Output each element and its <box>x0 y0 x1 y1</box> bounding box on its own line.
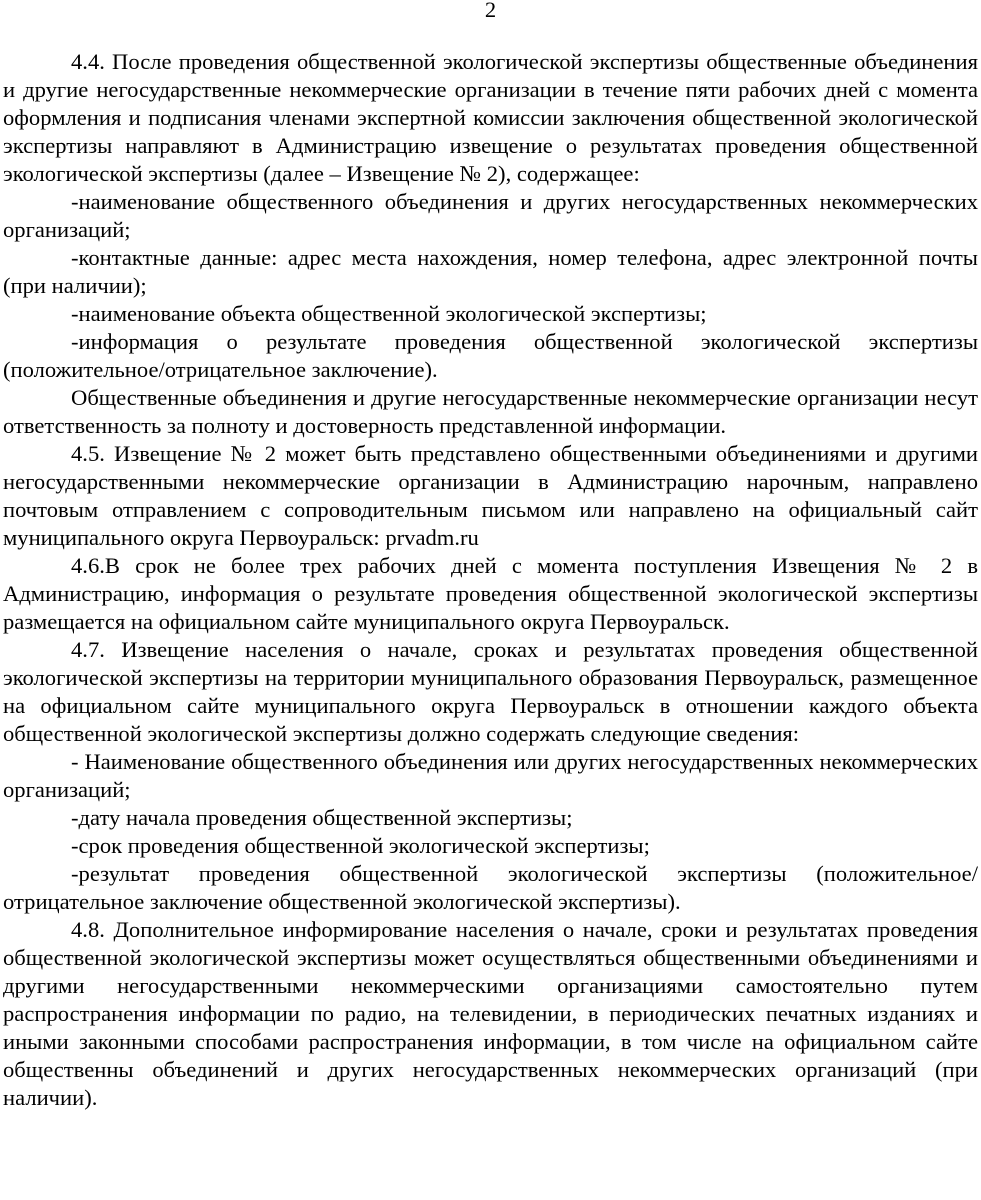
list-item-organization-name: -наименование общественного объединения и других негосударственных некоммерческих организаций; <box>3 189 978 242</box>
paragraph-4-8: 4.8. Дополнительное информирование населения о начале, сроки и результатах проведения общественной экологической экспертизы может осуществляться общественными объединениями и другими негосударственными некоммерческими организациями самостоятельно путем распространения информации по радио, на телевидении, в периодических печатных изданиях и иными законными способами распространения информации, в том числе на официальном сайте общественны объединений и других негосударственных некоммерческих организаций (при наличии). <box>3 917 978 1110</box>
list-item-object-name: -наименование объекта общественной экологической экспертизы; <box>71 301 707 326</box>
paragraph-4-6: 4.6.В срок не более трех рабочих дней с момента поступления Извещения № 2 в Администрацию, информация о результате проведения общественной экологической экспертизы размещается на официальном сайте муниципального округа Первоуральск. <box>3 553 978 634</box>
page-number: 2 <box>484 0 497 22</box>
list-item-result: -результат проведения общественной экологической экспертизы (положительное/отрицательное заключение общественной экологической экспертизы). <box>3 861 978 914</box>
list-item-result-info: -информация о результате проведения общественной экологической экспертизы (положительное/отрицательное заключение). <box>3 329 978 382</box>
list-item-contact-details: -контактные данные: адрес места нахождения, номер телефона, адрес электронной почты (при наличии); <box>3 245 978 298</box>
paragraph-4-7: 4.7. Извещение населения о начале, сроках и результатах проведения общественной экологической экспертизы на территории муниципального образования Первоуральск, размещенное на официальном сайте муниципального округа Первоуральск в отношении каждого объекта общественной экологической экспертизы должно содержать следующие сведения: <box>3 637 978 746</box>
list-item-duration: -срок проведения общественной экологической экспертизы; <box>71 833 650 858</box>
list-item-start-date: -дату начала проведения общественной экспертизы; <box>71 805 573 830</box>
paragraph-4-4: 4.4. После проведения общественной экологической экспертизы общественные объединения и другие негосударственные некоммерческие организации в течение пяти рабочих дней с момента оформления и подписания членами экспертной комиссии заключения общественной экологической экспертизы направляют в Администрацию извещение о результатах проведения общественной экологической экспертизы (далее – Извещение № 2), содержащее: <box>3 49 978 186</box>
paragraph-4-5: 4.5. Извещение № 2 может быть представлено общественными объединениями и другими негосударственными некоммерческие организации в Администрацию нарочным, направлено почтовым отправлением с сопроводительным письмом или направлено на официальный сайт муниципального округа Первоуральск: prvadm.ru <box>3 441 978 550</box>
paragraph-responsibility: Общественные объединения и другие негосударственные некоммерческие организации несут ответственность за полноту и достоверность представленной информации. <box>3 385 978 438</box>
list-item-organization-name-2: - Наименование общественного объединения или других негосударственных некоммерческих организаций; <box>3 749 978 802</box>
